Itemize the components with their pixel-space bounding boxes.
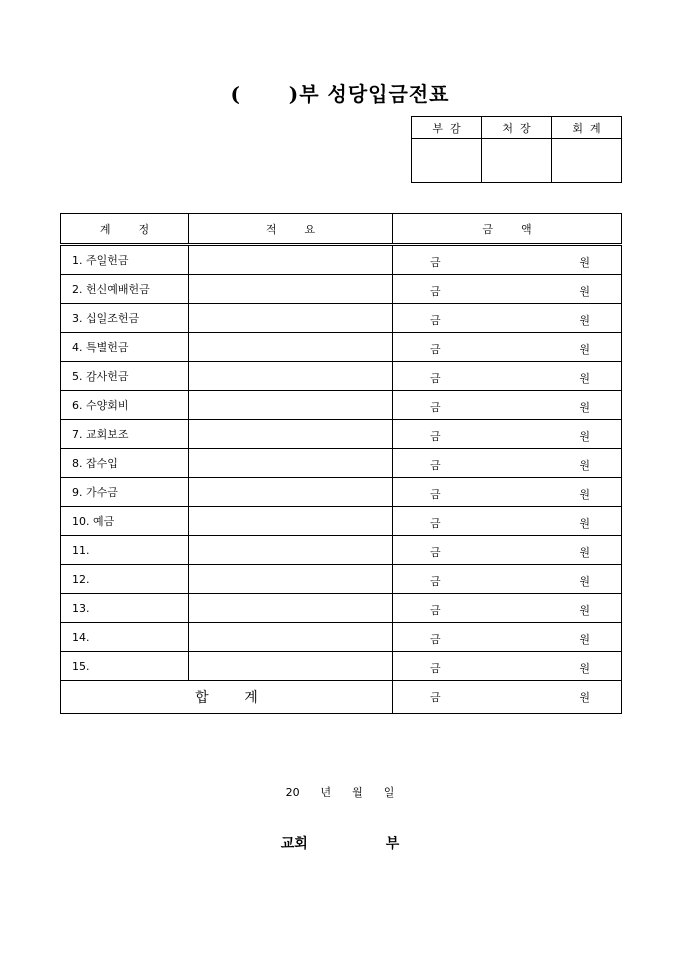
total-label: 합 계 <box>61 681 393 714</box>
description-cell[interactable] <box>189 391 393 420</box>
header-account: 계 정 <box>61 214 189 245</box>
currency-prefix: 금 <box>430 401 441 414</box>
currency-suffix: 원 <box>579 256 590 269</box>
currency-suffix: 원 <box>579 401 590 414</box>
currency-prefix: 금 <box>430 430 441 443</box>
approval-sign-accounting[interactable] <box>552 139 622 183</box>
currency-prefix: 금 <box>430 517 441 530</box>
amount-cell[interactable] <box>393 623 622 652</box>
currency-prefix: 금 <box>430 459 441 472</box>
amount-cell[interactable] <box>393 304 622 333</box>
amount-cell[interactable] <box>393 333 622 362</box>
approval-sign-director[interactable] <box>482 139 552 183</box>
amount-cell[interactable] <box>393 420 622 449</box>
table-row <box>61 507 622 536</box>
church-department-line: 교회 부 <box>280 836 400 852</box>
description-cell[interactable] <box>189 623 393 652</box>
amount-cell[interactable] <box>393 594 622 623</box>
account-cell: 13. <box>61 594 189 623</box>
amount-cell[interactable] <box>393 536 622 565</box>
table-row <box>61 420 622 449</box>
account-cell: 6. 수양회비 <box>61 391 189 420</box>
currency-suffix: 원 <box>579 459 590 472</box>
currency-prefix: 금 <box>430 256 441 269</box>
currency-prefix: 금 <box>430 314 441 327</box>
description-cell[interactable] <box>189 536 393 565</box>
table-row <box>61 652 622 681</box>
ledger-body <box>61 245 622 681</box>
amount-cell[interactable] <box>393 275 622 304</box>
currency-suffix: 원 <box>579 517 590 530</box>
table-row <box>61 333 622 362</box>
description-cell[interactable] <box>189 478 393 507</box>
table-row <box>61 478 622 507</box>
approval-box <box>411 116 622 183</box>
table-row <box>61 536 622 565</box>
date-line: 20 년 월 일 <box>285 786 395 799</box>
amount-cell[interactable] <box>393 362 622 391</box>
currency-suffix: 원 <box>579 633 590 646</box>
currency-suffix: 원 <box>579 430 590 443</box>
account-cell: 9. 가수금 <box>61 478 189 507</box>
table-row <box>61 362 622 391</box>
table-row <box>61 594 622 623</box>
account-cell: 1. 주일헌금 <box>61 245 189 275</box>
document-title: ( )부 성당입금전표 <box>230 82 450 106</box>
currency-prefix: 금 <box>430 488 441 501</box>
description-cell[interactable] <box>189 449 393 478</box>
currency-suffix: 원 <box>579 343 590 356</box>
header-description: 적 요 <box>189 214 393 245</box>
account-cell: 15. <box>61 652 189 681</box>
amount-cell[interactable] <box>393 391 622 420</box>
currency-suffix: 원 <box>579 546 590 559</box>
description-cell[interactable] <box>189 652 393 681</box>
currency-prefix: 금 <box>430 343 441 356</box>
amount-cell[interactable] <box>393 449 622 478</box>
currency-prefix: 금 <box>430 633 441 646</box>
currency-prefix: 금 <box>430 662 441 675</box>
currency-prefix: 금 <box>430 546 441 559</box>
currency-suffix: 원 <box>579 662 590 675</box>
table-row <box>61 304 622 333</box>
account-cell: 7. 교회보조 <box>61 420 189 449</box>
description-cell[interactable] <box>189 420 393 449</box>
deposit-ledger-table <box>60 213 622 714</box>
currency-suffix: 원 <box>579 488 590 501</box>
approval-sign-vice-supervisor[interactable] <box>412 139 482 183</box>
description-cell[interactable] <box>189 275 393 304</box>
account-cell: 2. 헌신예배헌금 <box>61 275 189 304</box>
account-cell: 10. 예금 <box>61 507 189 536</box>
approval-header-director: 처 장 <box>482 117 552 139</box>
description-cell[interactable] <box>189 304 393 333</box>
description-cell[interactable] <box>189 507 393 536</box>
account-cell: 11. <box>61 536 189 565</box>
description-cell[interactable] <box>189 333 393 362</box>
description-cell[interactable] <box>189 245 393 275</box>
amount-cell[interactable] <box>393 478 622 507</box>
header-amount: 금 액 <box>393 214 622 245</box>
description-cell[interactable] <box>189 565 393 594</box>
currency-suffix: 원 <box>579 604 590 617</box>
amount-cell[interactable] <box>393 245 622 275</box>
description-cell[interactable] <box>189 594 393 623</box>
total-amount-cell[interactable] <box>393 681 622 714</box>
table-row <box>61 565 622 594</box>
account-cell: 5. 감사헌금 <box>61 362 189 391</box>
amount-cell[interactable] <box>393 507 622 536</box>
currency-suffix: 원 <box>579 372 590 385</box>
table-row <box>61 391 622 420</box>
currency-prefix: 금 <box>430 691 441 704</box>
currency-suffix: 원 <box>579 285 590 298</box>
table-row <box>61 275 622 304</box>
amount-cell[interactable] <box>393 652 622 681</box>
account-cell: 14. <box>61 623 189 652</box>
account-cell: 3. 십일조헌금 <box>61 304 189 333</box>
account-cell: 12. <box>61 565 189 594</box>
account-cell: 8. 잡수입 <box>61 449 189 478</box>
currency-suffix: 원 <box>579 314 590 327</box>
currency-prefix: 금 <box>430 575 441 588</box>
table-row <box>61 623 622 652</box>
currency-suffix: 원 <box>579 691 590 704</box>
amount-cell[interactable] <box>393 565 622 594</box>
table-row <box>61 245 622 275</box>
account-cell: 4. 특별헌금 <box>61 333 189 362</box>
description-cell[interactable] <box>189 362 393 391</box>
approval-header-accounting: 회 계 <box>552 117 622 139</box>
table-row <box>61 449 622 478</box>
currency-prefix: 금 <box>430 285 441 298</box>
currency-prefix: 금 <box>430 372 441 385</box>
approval-header-vice-supervisor: 부 감 <box>412 117 482 139</box>
currency-prefix: 금 <box>430 604 441 617</box>
currency-suffix: 원 <box>579 575 590 588</box>
